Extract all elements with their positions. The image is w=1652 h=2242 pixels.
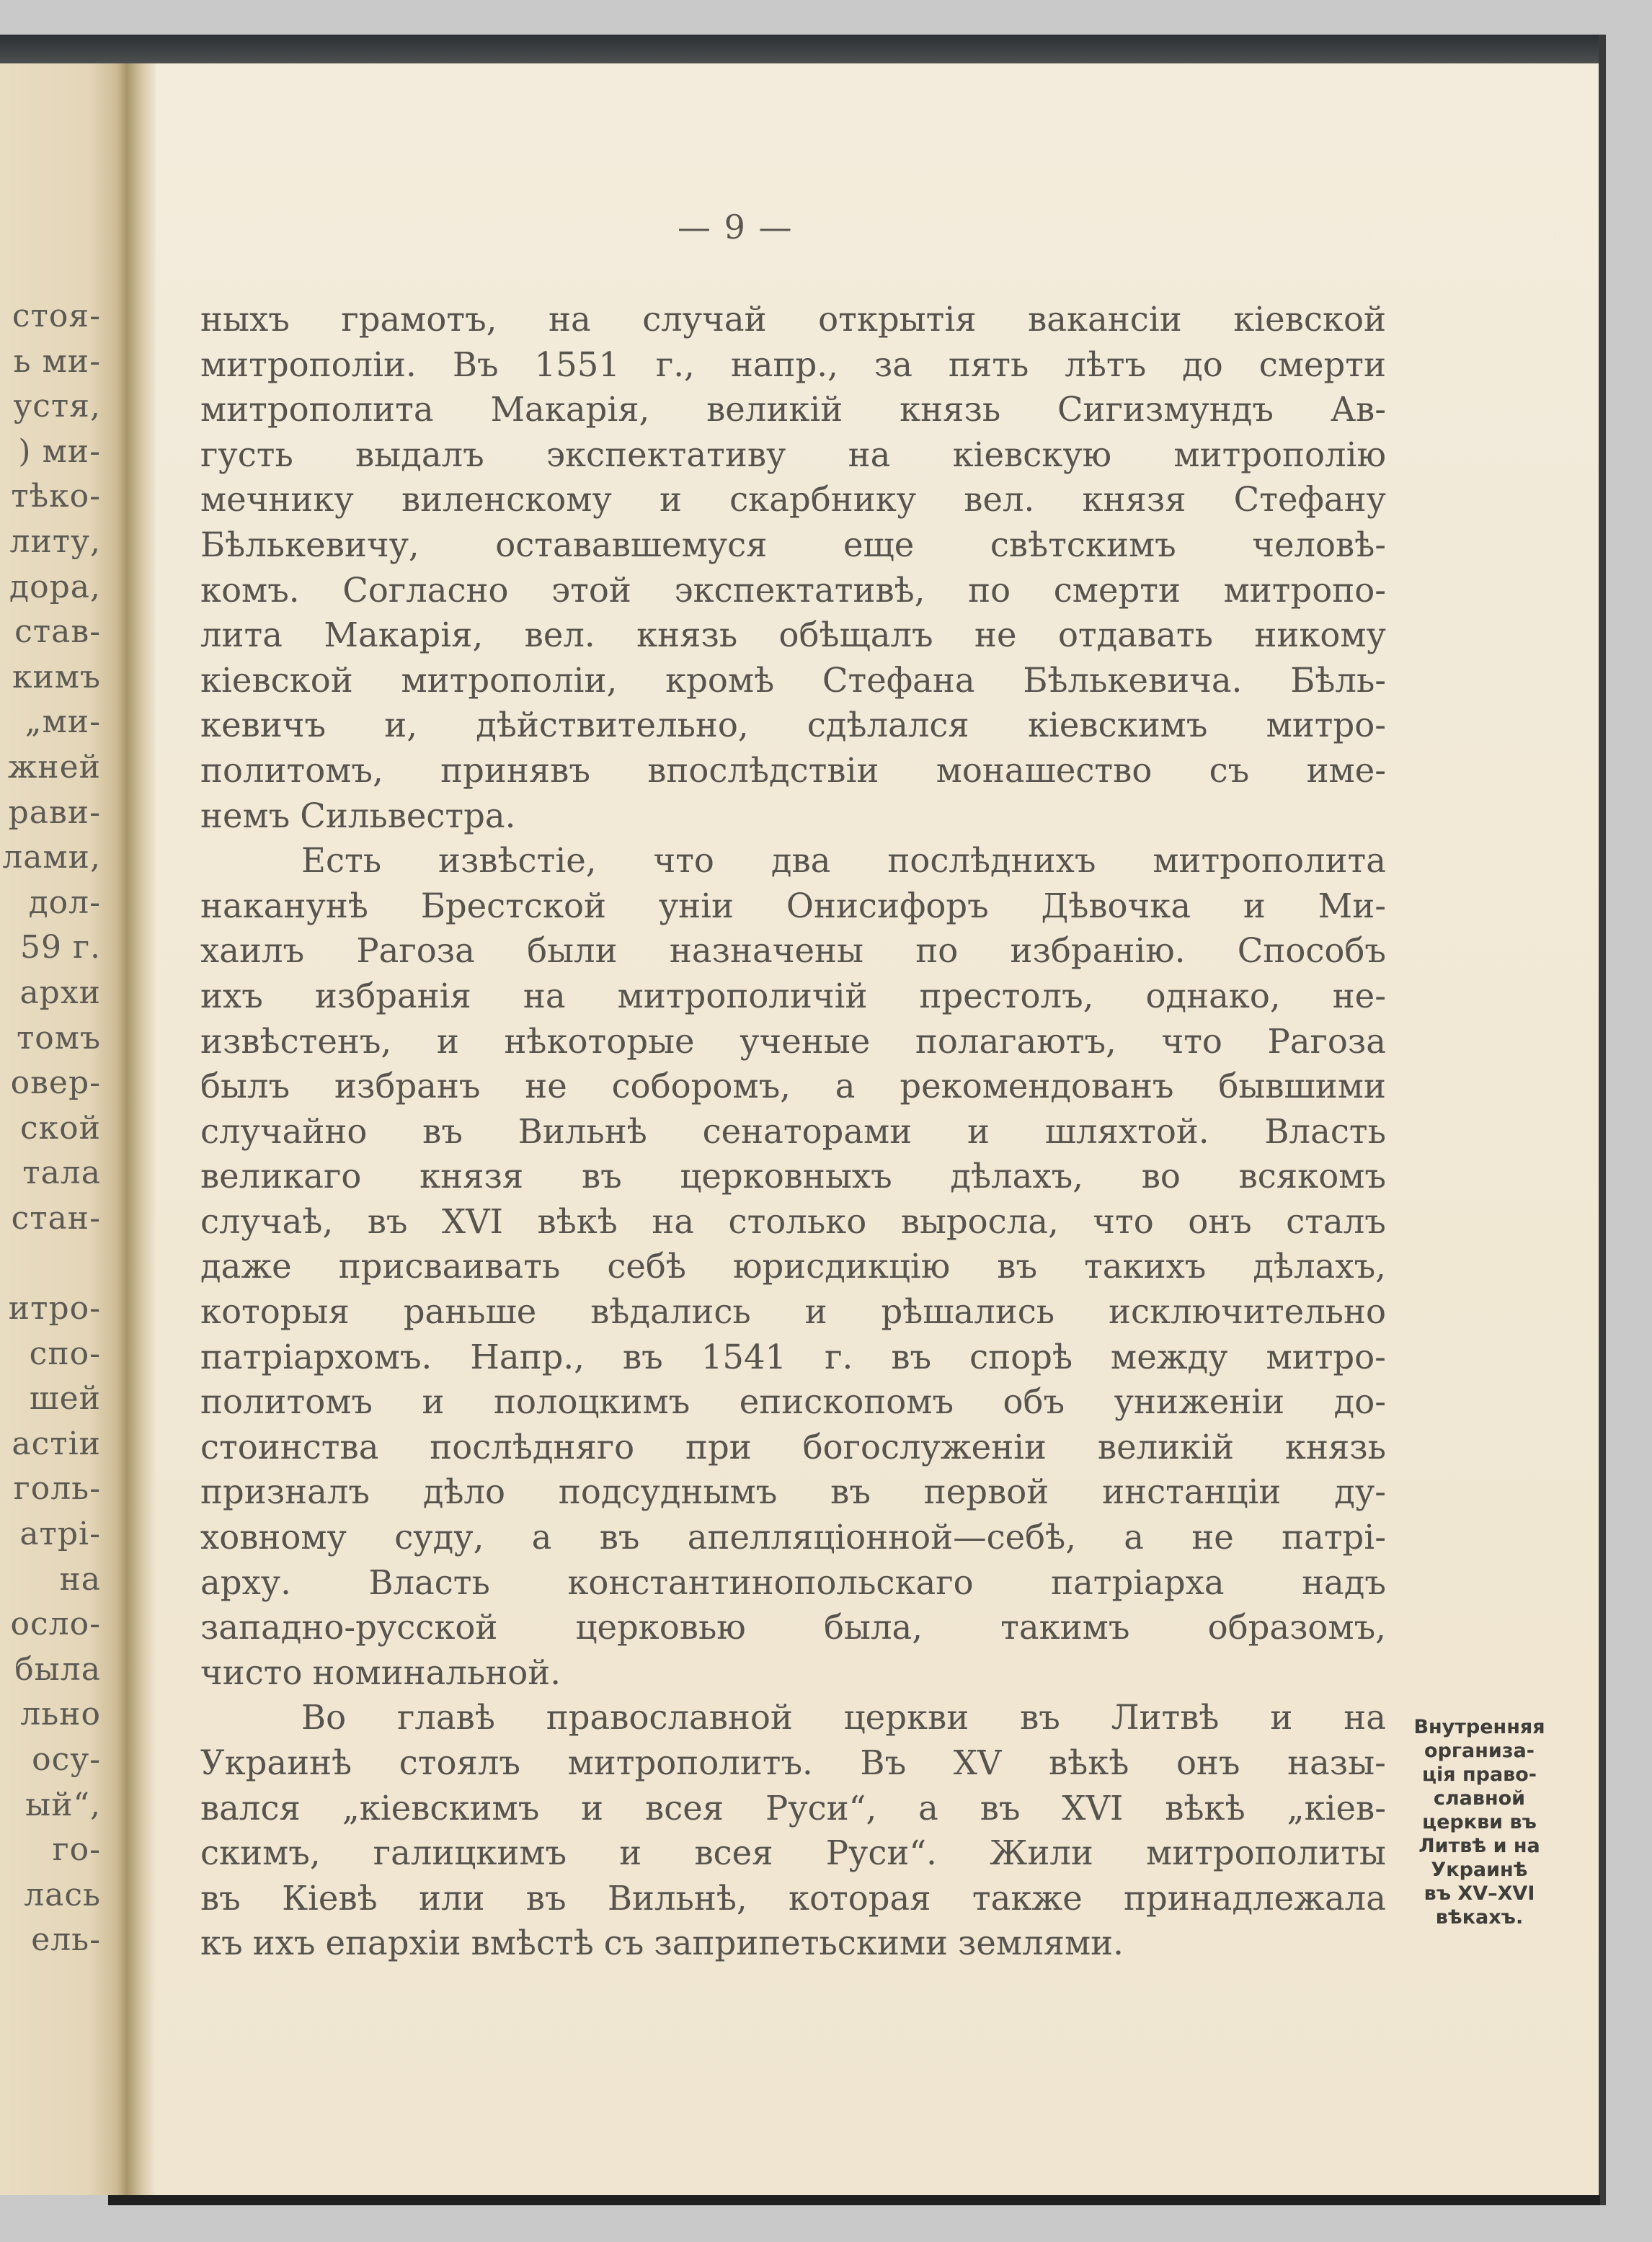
text-line: хаилъ Рагоза были назначены по избранію. Способъ (200, 931, 1386, 971)
scan-right-edge (1599, 35, 1606, 2205)
text-line: извѣстенъ, и нѣкоторые ученые полагаютъ, что Рагоза (200, 1021, 1386, 1061)
text-line: призналъ дѣло подсуднымъ въ первой инстанціи ду- (200, 1472, 1386, 1512)
text-line: митрополита Макарія, великій князь Сигизмундъ Ав- (200, 390, 1386, 430)
left-fragment: атрі- (19, 1516, 101, 1553)
left-fragment: овер- (10, 1064, 101, 1102)
left-fragment: астіи (12, 1425, 101, 1462)
text-line: политомъ и полоцкимъ епископомъ объ униженіи до- (200, 1382, 1386, 1422)
text-line: лита Макарія, вел. князь обѣщалъ не отдавать никому (200, 615, 1386, 655)
left-fragment: став- (14, 613, 101, 651)
text-line: митрополіи. Въ 1551 г., напр., за пять лѣтъ до смерти (200, 344, 1386, 384)
text-line: въ Кіевѣ или въ Вильнѣ, которая также принадлежала (200, 1878, 1386, 1918)
paragraph (200, 297, 1386, 838)
text-line: ныхъ грамотъ, на случай открытія вакансіи кіевской (200, 300, 1386, 339)
left-fragment: тала (22, 1155, 101, 1192)
text-line: былъ избранъ не соборомъ, а рекомендованъ бывшими (200, 1067, 1386, 1106)
text-line: скимъ, галицкимъ и всея Руси“. Жили митрополиты (200, 1833, 1386, 1873)
margin-note (1391, 1715, 1568, 1929)
text-line: Украинѣ стоялъ митрополитъ. Въ XV вѣкѣ онъ назы- (200, 1743, 1386, 1782)
text-line: Бѣлькевичу, остававшемуся еще свѣтскимъ человѣ- (200, 525, 1386, 564)
left-fragment: лась (24, 1876, 101, 1913)
left-fragment: 59 г. (19, 929, 101, 966)
left-fragment: итро- (8, 1290, 101, 1327)
text-line: западно-русской церковью была, такимъ образомъ, (200, 1608, 1386, 1647)
left-fragment: го- (52, 1831, 101, 1869)
left-fragment (2, 1241, 101, 1286)
left-fragment: ской (20, 1109, 101, 1147)
margin-note-line: Украинѣ (1431, 1859, 1528, 1881)
left-fragment: льно (20, 1696, 101, 1733)
left-fragment: кимъ (12, 658, 101, 695)
text-line: арху. Власть константинопольскаго патріарха надъ (200, 1562, 1386, 1602)
text-line: случайно въ Вильнѣ сенаторами и шляхтой. Власть (200, 1111, 1386, 1151)
paragraph (200, 838, 1386, 1695)
text-line: даже присваивать себѣ юрисдикцію въ такихъ дѣлахъ, (200, 1247, 1386, 1286)
left-fragment: спо- (29, 1335, 101, 1372)
text-line: патріархомъ. Напр., въ 1541 г. въ спорѣ между митро- (200, 1337, 1386, 1376)
left-fragment: осу- (32, 1741, 101, 1778)
left-fragment: голь- (13, 1470, 101, 1508)
margin-note-line: Литвѣ и на (1418, 1835, 1540, 1857)
left-fragment: лами, (2, 839, 101, 876)
left-fragment: стан- (11, 1199, 101, 1237)
margin-note-line: въ XV–XVI (1424, 1882, 1535, 1905)
page-number: — 9 — (678, 208, 794, 246)
text-line: Есть извѣстіе, что два послѣднихъ митрополита (301, 841, 1386, 881)
left-fragment: осло- (10, 1606, 101, 1643)
book-gutter (127, 63, 156, 2195)
margin-note-line: славной (1433, 1787, 1526, 1810)
left-fragment: дол- (28, 884, 101, 921)
left-fragment: архи (19, 974, 101, 1011)
text-line: политомъ, принявъ впослѣдствіи монашество съ име- (200, 750, 1386, 790)
left-fragment: литу, (9, 522, 101, 560)
text-line: ихъ избранія на митрополичій престолъ, однако, не- (200, 976, 1386, 1015)
text-line: мечнику виленскому и скарбнику вел. князя Стефану (200, 480, 1386, 520)
left-fragment: „ми- (25, 703, 101, 741)
text-line: кевичъ и, дѣйствительно, сдѣлался кіевскимъ митро- (200, 706, 1386, 745)
left-fragment: ель- (31, 1921, 101, 1959)
left-fragment: ь ми- (13, 342, 101, 380)
left-page-fragments (2, 294, 101, 1963)
text-line: случаѣ, въ XVI вѣкѣ на столько выросла, что онъ сталъ (200, 1201, 1386, 1241)
margin-note-line: вѣкахъ. (1435, 1906, 1524, 1929)
margin-note-line: Внутренняя (1413, 1716, 1545, 1738)
text-line: наканунѣ Брестской уніи Онисифоръ Дѣвочка и Ми- (200, 886, 1386, 925)
left-fragment: дора, (9, 568, 101, 605)
text-line: кіевской митрополіи, кромѣ Стефана Бѣлькевича. Бѣль- (200, 660, 1386, 700)
text-line: стоинства послѣдняго при богослуженіи великій князь (200, 1427, 1386, 1467)
scan-top-edge (0, 35, 1600, 63)
text-line: вался „кіевскимъ и всея Руси“, а въ XVI вѣкѣ „кіев- (200, 1788, 1386, 1828)
margin-note-line: церкви въ (1422, 1811, 1537, 1833)
scan-bottom-edge (108, 2195, 1600, 2205)
left-fragment: жней (7, 748, 101, 786)
text-line: которыя раньше вѣдались и рѣшались исключительно (200, 1292, 1386, 1332)
left-fragment: тѣко- (11, 478, 101, 515)
text-line: Во главѣ православной церкви въ Литвѣ и на (301, 1698, 1386, 1738)
margin-note-line: организа- (1424, 1740, 1535, 1762)
text-line: немъ Сильвестра. (200, 796, 516, 835)
text-line: великаго князя въ церковныхъ дѣлахъ, во всякомъ (200, 1157, 1386, 1196)
text-line: чисто номинальной. (200, 1652, 561, 1692)
margin-note-line: ція право- (1421, 1763, 1537, 1786)
left-page (0, 63, 127, 2195)
text-line: густь выдалъ экспектативу на кіевскую митрополію (200, 435, 1386, 474)
left-fragment: томъ (16, 1019, 101, 1057)
left-fragment: стоя- (12, 298, 101, 334)
body-text (200, 297, 1386, 1966)
left-fragment: рави- (8, 793, 101, 831)
left-fragment: ый“, (25, 1786, 101, 1823)
text-line: къ ихъ епархіи вмѣстѣ съ заприпетьскими землями. (200, 1923, 1124, 1963)
paragraph (200, 1695, 1386, 1966)
text-line: ховному суду, а въ апелляціонной—себѣ, а не патрі- (200, 1518, 1386, 1557)
left-fragment: устя, (13, 388, 101, 425)
left-fragment: была (14, 1650, 101, 1688)
left-fragment: ) ми- (18, 432, 101, 470)
text-line: комъ. Согласно этой экспектативѣ, по смерти митропо- (200, 570, 1386, 610)
left-fragment: шей (29, 1380, 101, 1418)
left-fragment: на (59, 1560, 101, 1598)
